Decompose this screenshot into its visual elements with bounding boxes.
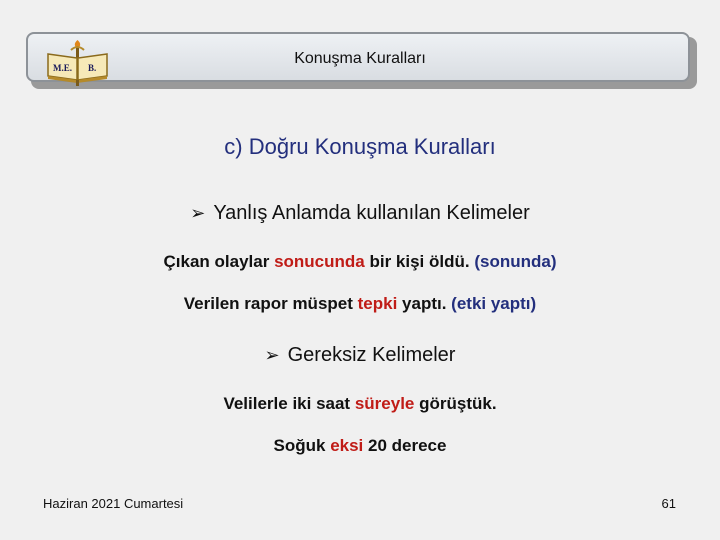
logo-text-left: M.E. (53, 63, 72, 73)
example-text: Soğuk (273, 436, 331, 455)
footer-date: Haziran 2021 Cumartesi (43, 496, 184, 511)
example-text: 20 derece (363, 436, 447, 455)
bullet-text: Gereksiz Kelimeler (287, 344, 456, 366)
example-text: görüştük. (414, 394, 497, 413)
example-highlight: süreyle (354, 394, 415, 413)
example-text: Verilen rapor müspet (183, 294, 358, 313)
example-correction: (etki yaptı) (451, 294, 537, 313)
bullet-item-wrong-meaning (0, 202, 720, 225)
example-line (0, 394, 720, 414)
example-highlight: tepki (357, 294, 398, 313)
arrow-bullet-icon: ➢ (264, 345, 280, 365)
bullet-item-unnecessary-words (0, 344, 720, 367)
logo-text-right: B. (88, 63, 97, 73)
example-line (0, 252, 720, 272)
page-number: 61 (661, 496, 676, 511)
example-line (0, 294, 720, 314)
example-text: bir kişi öldü. (364, 252, 475, 271)
example-highlight: eksi (330, 436, 364, 455)
example-text: Çıkan olaylar (163, 252, 275, 271)
example-highlight: sonucunda (274, 252, 365, 271)
header-title: Konuşma Kuralları (294, 50, 426, 67)
example-text: yaptı. (397, 294, 452, 313)
example-correction: (sonunda) (474, 252, 557, 271)
page-heading: c) Doğru Konuşma Kuralları (224, 134, 496, 159)
example-line (0, 436, 720, 456)
bullet-text: Yanlış Anlamda kullanılan Kelimeler (213, 202, 530, 224)
arrow-bullet-icon: ➢ (190, 203, 206, 223)
example-text: Velilerle iki saat (223, 394, 355, 413)
